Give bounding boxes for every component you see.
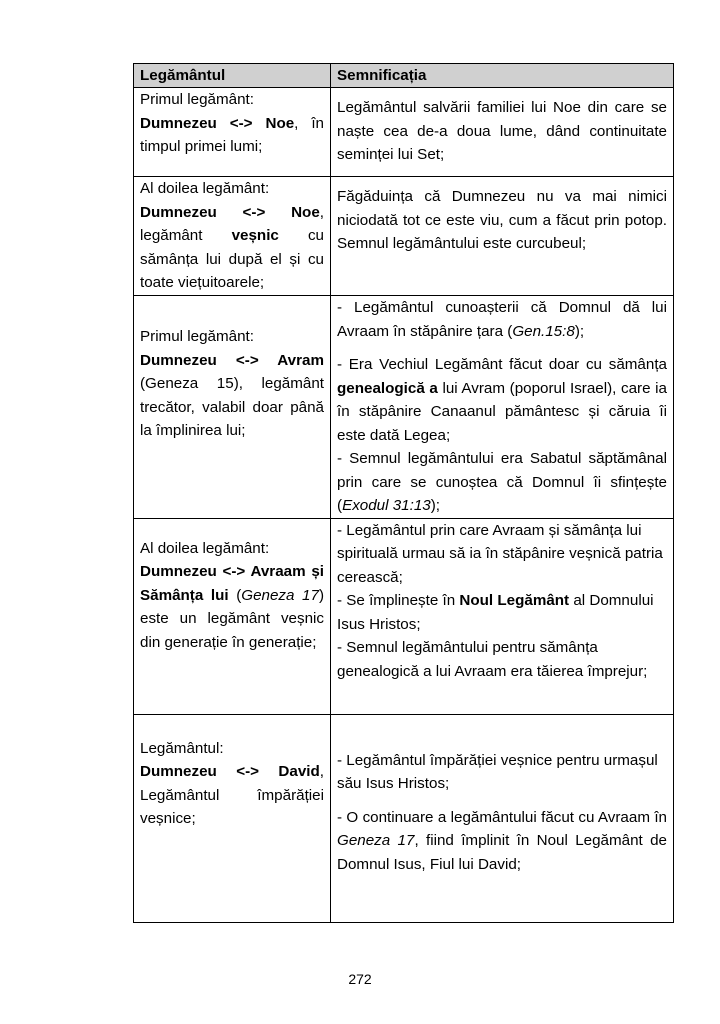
meaning-text: al Domnului Isus Hristos; xyxy=(337,592,654,633)
meaning-cell xyxy=(331,296,674,519)
meaning-paragraph: - Semnul legământului pentru sămânța genealogică a lui Avraam era tăierea împrejur; xyxy=(337,639,648,680)
covenant-title: Al doilea legământ: xyxy=(140,539,270,557)
covenant-cell xyxy=(134,296,331,519)
page-number: 272 xyxy=(348,971,372,987)
covenant-title: Al doilea legământ: xyxy=(140,180,270,197)
covenant-cell xyxy=(134,714,331,922)
meaning-paragraph xyxy=(337,353,667,447)
meaning-text: Legământul salvării familiei lui Noe din care se naște cea de-a doua lume, dând continuitate seminței lui Set; xyxy=(337,99,667,163)
covenant-cell xyxy=(134,177,331,296)
covenant-parties: Dumnezeu <-> Noe xyxy=(140,203,320,221)
meaning-text: - O continuare a legământului făcut cu Avraam în xyxy=(337,808,667,826)
covenant-title: Primul legământ: xyxy=(140,91,254,108)
table-row xyxy=(134,88,674,177)
table-row xyxy=(134,296,674,519)
header-meaning: Semnificația xyxy=(331,64,674,88)
covenant-description: ( xyxy=(228,586,242,604)
meaning-cell xyxy=(331,88,674,177)
meaning-text: - Legământul cunoașterii că Domnul dă lui Avraam în stăpânire țara ( xyxy=(337,299,667,340)
meaning-text: - Era Vechiul Legământ făcut doar cu sămânța xyxy=(337,356,667,373)
meaning-paragraph xyxy=(337,296,667,343)
covenant-description: , Legământul împărăției veșnice; xyxy=(140,763,324,827)
meaning-paragraph xyxy=(337,806,667,877)
covenants-table xyxy=(133,63,674,923)
covenant-parties: Dumnezeu <-> Avram xyxy=(140,351,324,369)
meaning-text: ); xyxy=(430,497,441,514)
covenant-cell xyxy=(134,518,331,714)
covenant-description: ) este un legământ veșnic din generație în generație; xyxy=(140,586,324,651)
scripture-reference: Exodul 31:13 xyxy=(342,497,431,514)
covenant-description: , legământ xyxy=(140,203,324,244)
table-row xyxy=(134,518,674,714)
covenant-title: Primul legământ: xyxy=(140,328,254,345)
covenant-cell xyxy=(134,88,331,177)
meaning-text: , fiind împlinit în Noul Legământ de Domnul Isus, Fiul lui David; xyxy=(337,832,667,873)
covenant-emphasis: veșnic xyxy=(231,227,279,244)
meaning-paragraph: - Legământul împărăției veșnice pentru urmașul său Isus Hristos; xyxy=(337,751,658,792)
meaning-paragraph xyxy=(337,589,667,636)
scripture-reference: Geneza 17 xyxy=(337,832,415,849)
covenant-title: Legământul: xyxy=(140,739,224,757)
meaning-emphasis: genealogică a xyxy=(337,379,438,397)
meaning-emphasis: Noul Legământ xyxy=(459,592,570,609)
covenant-parties: Dumnezeu <-> David xyxy=(140,763,320,780)
meaning-text: - Semnul legământului era Sabatul săptămânal prin care se cunoștea că Domnul îi sfințește ( xyxy=(337,450,667,514)
scripture-reference: Geneza 17 xyxy=(241,586,319,604)
meaning-text: lui Avram (poporul Israel), care ia în stăpânire Canaanul pământesc și căruia îi este dată Legea; xyxy=(337,379,667,444)
meaning-cell xyxy=(331,177,674,296)
meaning-cell xyxy=(331,518,674,714)
meaning-text: ); xyxy=(574,322,585,340)
table-header-row xyxy=(134,64,674,88)
covenant-parties: Dumnezeu <-> Noe xyxy=(140,114,295,132)
covenant-parties: Dumnezeu <-> Avraam și Sămânța lui xyxy=(140,563,324,604)
meaning-paragraph xyxy=(337,447,667,518)
covenant-description: cu sămânța lui după el și cu toate viețuitoarele; xyxy=(140,227,325,291)
meaning-text: Făgăduința că Dumnezeu nu va mai nimici niciodată tot ce este viu, cum a făcut prin potop. Semnul legământului este curcubeul; xyxy=(337,188,667,252)
table-row xyxy=(134,177,674,296)
covenant-description: (Geneza 15), legământ trecător, valabil doar până la împlinirea lui; xyxy=(140,375,324,439)
meaning-text: - Se împlinește în xyxy=(337,592,460,609)
header-covenant: Legământul xyxy=(134,64,331,88)
table-row xyxy=(134,714,674,922)
meaning-cell xyxy=(331,714,674,922)
scripture-reference: Gen.15:8 xyxy=(512,322,575,340)
covenant-description: , în timpul primei lumi; xyxy=(140,114,325,155)
meaning-paragraph: - Legământul prin care Avraam și sămânța lui spirituală urmau să ia în stăpânire veșnică patria cerească; xyxy=(337,521,663,586)
